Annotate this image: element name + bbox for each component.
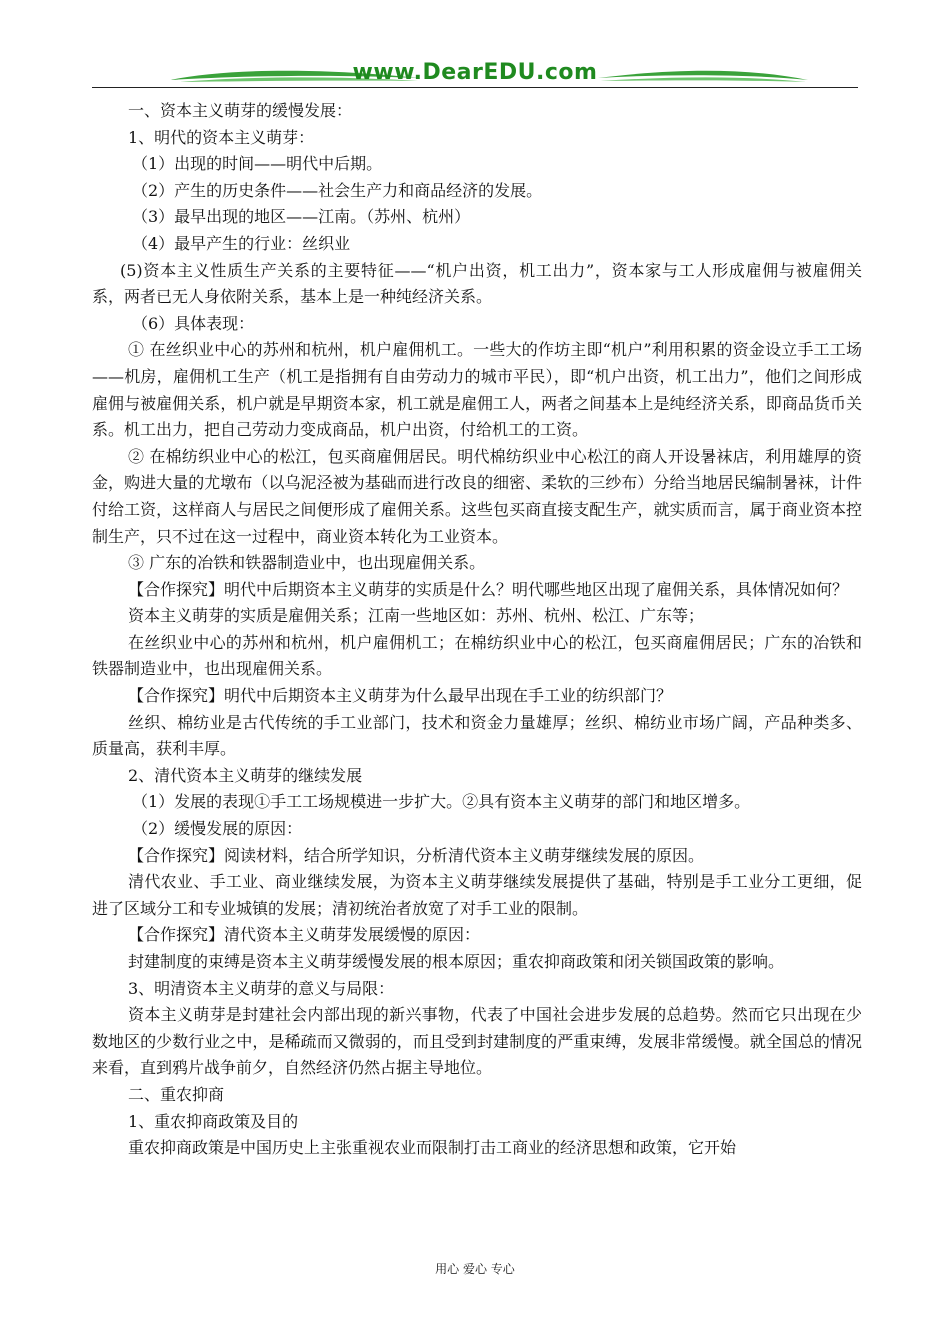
paragraph: 资本主义萌芽的实质是雇佣关系；江南一些地区如：苏州、杭州、松江、广东等；	[128, 606, 705, 626]
paragraph: （2）缓慢发展的原因：	[132, 819, 303, 839]
paragraph: 封建制度的束缚是资本主义萌芽缓慢发展的根本原因；重农抑商政策和闭关锁国政策的影响。	[128, 952, 785, 971]
paragraph: 2、清代资本主义萌芽的继续发展	[128, 765, 363, 785]
document-body	[92, 98, 862, 1162]
paragraph: 在丝织业中心的苏州和杭州，机户雇佣机工；在棉纺织业中心的松江，包买商雇佣居民；广东的冶铁和铁器制造业中，也出现雇佣关系。	[92, 632, 862, 679]
paragraph: 1、明代的资本主义萌芽：	[128, 127, 315, 147]
paragraph: （6）具体表现：	[132, 313, 255, 333]
paragraph: 3、明清资本主义萌芽的意义与局限：	[128, 978, 395, 998]
paragraph: （3）最早出现的地区——江南。（苏州、杭州）	[132, 207, 471, 227]
header-divider	[92, 87, 858, 88]
paragraph: 【合作探究】清代资本主义萌芽发展缓慢的原因：	[128, 925, 481, 945]
paragraph: 【合作探究】阅读材料，结合所学知识，分析清代资本主义萌芽继续发展的原因。	[128, 845, 705, 865]
paragraph: 【合作探究】明代中后期资本主义萌芽为什么最早出现在手工业的纺织部门？	[128, 686, 673, 706]
paragraph: 重农抑商政策是中国历史上主张重视农业而限制打击工商业的经济思想和政策，它开始	[128, 1138, 737, 1158]
paragraph: （1）出现的时间——明代中后期。	[132, 154, 383, 174]
paragraph: （4）最早产生的行业：丝织业	[132, 233, 351, 253]
paragraph: 丝织、棉纺业是古代传统的手工业部门，技术和资金力量雄厚；丝织、棉纺业市场广阔，产品种类多、质量高，获利丰厚。	[92, 712, 862, 759]
paragraph: ② 在棉纺织业中心的松江，包买商雇佣居民。明代棉纺织业中心松江的商人开设暑袜店，利用雄厚的资金，购进大量的尤墩布（以乌泥泾被为基础而进行改良的细密、柔软的三纱布）分给当地居民编制暑袜，计件付给工资，这样商人与居民之间便形成了雇佣关系。这些包买商直接支配生产，就实质而言，属于商业资本控制生产，只不过在这一过程中，商业资本转化为工业资本。	[92, 446, 862, 546]
paragraph: （1）发展的表现①手工工场规模进一步扩大。②具有资本主义萌芽的部门和地区增多。	[132, 792, 751, 812]
paragraph: 1、重农抑商政策及目的	[128, 1111, 299, 1131]
paragraph: 【合作探究】明代中后期资本主义萌芽的实质是什么？明代哪些地区出现了雇佣关系，具体情况如何？	[128, 579, 849, 599]
paragraph: 清代农业、手工业、商业继续发展，为资本主义萌芽继续发展提供了基础，特别是手工业分工更细，促进了区域分工和专业城镇的发展；清初统治者放宽了对手工业的限制。	[92, 872, 862, 918]
paragraph: 二、重农抑商	[128, 1084, 225, 1104]
paragraph: (5)资本主义性质生产关系的主要特征——“机户出资，机工出力”，资本家与工人形成雇佣与被雇佣关系，两者已无人身依附关系，基本上是一种纯经济关系。	[92, 260, 862, 307]
paragraph: ① 在丝织业中心的苏州和杭州，机户雇佣机工。一些大的作坊主即“机户”利用积累的资金设立手工工场——机房，雇佣机工生产（机工是指拥有自由劳动力的城市平民），即“机户出资，机工出力”，他们之间形成雇佣与被雇佣关系，机户就是早期资本家，机工就是雇佣工人，两者之间基本上是纯经济关系，即商品货币关系。机工出力，把自己劳动力变成商品，机户出资，付给机工的工资。	[92, 340, 862, 440]
paragraph: （2）产生的历史条件——社会生产力和商品经济的发展。	[132, 180, 543, 200]
page-footer: 用心 爱心 专心	[435, 1262, 515, 1276]
page-header	[92, 58, 858, 92]
paragraph: ③ 广东的冶铁和铁器制造业中，也出现雇佣关系。	[128, 553, 486, 573]
paragraph: 一、资本主义萌芽的缓慢发展：	[128, 101, 353, 120]
site-logo-text: www.DearEDU.com	[352, 60, 598, 85]
paragraph: 资本主义萌芽是封建社会内部出现的新兴事物，代表了中国社会进步发展的总趋势。然而它只出现在少数地区的少数行业之中，是稀疏而又微弱的，而且受到封建制度的严重束缚，发展非常缓慢。就全国总的情况来看，直到鸦片战争前夕，自然经济仍然占据主导地位。	[92, 1005, 862, 1078]
